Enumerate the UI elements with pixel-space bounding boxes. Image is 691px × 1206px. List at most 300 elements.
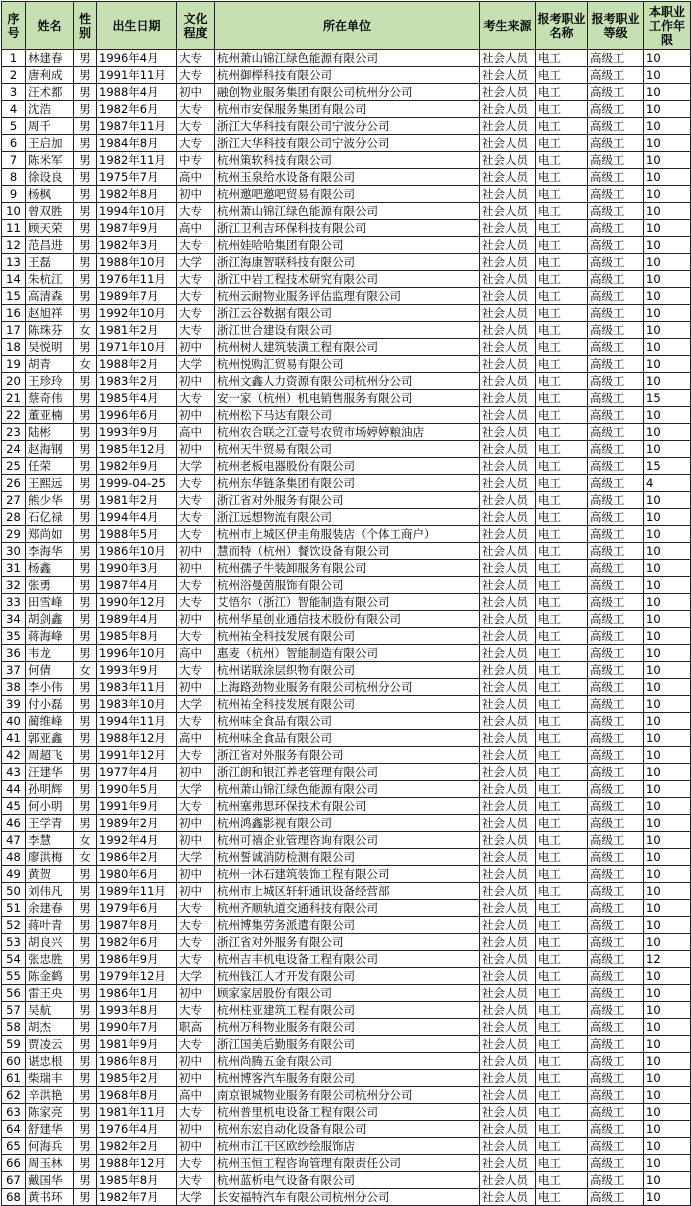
cell-level: 高级工 <box>588 611 644 628</box>
cell-birthdate: 1989年11月 <box>97 883 177 900</box>
table-row <box>2 237 691 254</box>
cell-education: 大专 <box>177 1036 215 1053</box>
cell-occupation: 电工 <box>536 475 588 492</box>
cell-level: 高级工 <box>588 492 644 509</box>
cell-years: 10 <box>644 1087 691 1104</box>
cell-level: 高级工 <box>588 220 644 237</box>
table-row <box>2 1070 691 1087</box>
cell-years: 10 <box>644 1138 691 1155</box>
cell-birthdate: 1992年4月 <box>97 832 177 849</box>
cell-birthdate: 1990年5月 <box>97 781 177 798</box>
cell-index: 54 <box>2 951 26 968</box>
cell-occupation: 电工 <box>536 509 588 526</box>
cell-education: 大专 <box>177 509 215 526</box>
cell-years: 10 <box>644 373 691 390</box>
cell-gender: 男 <box>74 50 97 67</box>
header-gender: 性别 <box>74 2 97 50</box>
cell-occupation: 电工 <box>536 356 588 373</box>
cell-index: 22 <box>2 407 26 424</box>
cell-employer: 杭州齐顺轨道交通科技有限公司 <box>215 900 480 917</box>
cell-name: 胡杰 <box>26 1019 74 1036</box>
cell-occupation: 电工 <box>536 526 588 543</box>
cell-years: 10 <box>644 747 691 764</box>
cell-level: 高级工 <box>588 339 644 356</box>
cell-birthdate: 1989年2月 <box>97 815 177 832</box>
cell-education: 大专 <box>177 662 215 679</box>
cell-years: 10 <box>644 526 691 543</box>
cell-education: 初中 <box>177 543 215 560</box>
cell-employer: 杭州诺联涂层织物有限公司 <box>215 662 480 679</box>
cell-level: 高级工 <box>588 645 644 662</box>
header-employer: 所在单位 <box>215 2 480 50</box>
cell-index: 30 <box>2 543 26 560</box>
cell-years: 10 <box>644 730 691 747</box>
table-header <box>2 2 691 50</box>
cell-birthdate: 1985年2月 <box>97 1070 177 1087</box>
cell-index: 26 <box>2 475 26 492</box>
cell-occupation: 电工 <box>536 152 588 169</box>
cell-level: 高级工 <box>588 1002 644 1019</box>
cell-years: 10 <box>644 152 691 169</box>
cell-gender: 男 <box>74 951 97 968</box>
cell-years: 10 <box>644 764 691 781</box>
cell-index: 38 <box>2 679 26 696</box>
cell-years: 10 <box>644 101 691 118</box>
cell-occupation: 电工 <box>536 84 588 101</box>
cell-years: 10 <box>644 237 691 254</box>
cell-name: 孙明辉 <box>26 781 74 798</box>
cell-gender: 男 <box>74 883 97 900</box>
cell-years: 10 <box>644 1155 691 1172</box>
cell-years: 10 <box>644 781 691 798</box>
cell-birthdate: 1991年12月 <box>97 747 177 764</box>
header-name: 姓名 <box>26 2 74 50</box>
cell-education: 大专 <box>177 118 215 135</box>
cell-index: 65 <box>2 1138 26 1155</box>
table-row <box>2 985 691 1002</box>
cell-index: 31 <box>2 560 26 577</box>
cell-employer: 杭州祐全科技发展有限公司 <box>215 628 480 645</box>
cell-education: 初中 <box>177 1138 215 1155</box>
cell-employer: 惠麦（杭州）智能制造有限公司 <box>215 645 480 662</box>
cell-gender: 男 <box>74 815 97 832</box>
cell-gender: 男 <box>74 679 97 696</box>
cell-years: 10 <box>644 815 691 832</box>
cell-level: 高级工 <box>588 849 644 866</box>
cell-birthdate: 1996年6月 <box>97 407 177 424</box>
table-row <box>2 611 691 628</box>
cell-years: 10 <box>644 169 691 186</box>
cell-source: 社会人员 <box>480 492 536 509</box>
cell-name: 吴悦明 <box>26 339 74 356</box>
table-row <box>2 101 691 118</box>
cell-occupation: 电工 <box>536 101 588 118</box>
cell-source: 社会人员 <box>480 152 536 169</box>
cell-years: 10 <box>644 50 691 67</box>
cell-gender: 男 <box>74 220 97 237</box>
cell-years: 10 <box>644 934 691 951</box>
cell-years: 10 <box>644 900 691 917</box>
cell-employer: 杭州博客汽车服务有限公司 <box>215 1070 480 1087</box>
cell-occupation: 电工 <box>536 424 588 441</box>
table-row <box>2 220 691 237</box>
cell-level: 高级工 <box>588 67 644 84</box>
cell-level: 高级工 <box>588 628 644 645</box>
cell-education: 高中 <box>177 645 215 662</box>
cell-employer: 杭州华星创业通信技术股份有限公司 <box>215 611 480 628</box>
cell-name: 任荣 <box>26 458 74 475</box>
cell-index: 5 <box>2 118 26 135</box>
cell-employer: 融创物业服务集团有限公司杭州分公司 <box>215 84 480 101</box>
cell-education: 大专 <box>177 390 215 407</box>
cell-education: 大学 <box>177 968 215 985</box>
cell-occupation: 电工 <box>536 645 588 662</box>
cell-years: 10 <box>644 798 691 815</box>
cell-occupation: 电工 <box>536 713 588 730</box>
cell-employer: 浙江远想物流有限公司 <box>215 509 480 526</box>
table-row <box>2 747 691 764</box>
cell-education: 初中 <box>177 832 215 849</box>
cell-birthdate: 1988年2月 <box>97 356 177 373</box>
cell-level: 高级工 <box>588 373 644 390</box>
cell-birthdate: 1987年9月 <box>97 220 177 237</box>
cell-index: 3 <box>2 84 26 101</box>
cell-education: 大学 <box>177 781 215 798</box>
table-row <box>2 1138 691 1155</box>
table-row <box>2 1172 691 1189</box>
cell-source: 社会人员 <box>480 1155 536 1172</box>
cell-gender: 男 <box>74 203 97 220</box>
cell-years: 10 <box>644 322 691 339</box>
cell-years: 10 <box>644 543 691 560</box>
cell-index: 44 <box>2 781 26 798</box>
cell-name: 胡良兴 <box>26 934 74 951</box>
cell-name: 韦龙 <box>26 645 74 662</box>
cell-level: 高级工 <box>588 951 644 968</box>
cell-years: 10 <box>644 883 691 900</box>
cell-occupation: 电工 <box>536 900 588 917</box>
cell-employer: 杭州浴曼茵服饰有限公司 <box>215 577 480 594</box>
cell-name: 郑尚如 <box>26 526 74 543</box>
cell-source: 社会人员 <box>480 356 536 373</box>
cell-gender: 男 <box>74 628 97 645</box>
cell-level: 高级工 <box>588 747 644 764</box>
cell-birthdate: 1982年8月 <box>97 186 177 203</box>
cell-education: 大学 <box>177 696 215 713</box>
cell-name: 范昌进 <box>26 237 74 254</box>
cell-years: 10 <box>644 1002 691 1019</box>
cell-level: 高级工 <box>588 815 644 832</box>
cell-index: 8 <box>2 169 26 186</box>
cell-name: 张勇 <box>26 577 74 594</box>
cell-education: 大专 <box>177 492 215 509</box>
cell-level: 高级工 <box>588 934 644 951</box>
cell-name: 田雪峰 <box>26 594 74 611</box>
cell-level: 高级工 <box>588 798 644 815</box>
cell-gender: 男 <box>74 186 97 203</box>
cell-occupation: 电工 <box>536 390 588 407</box>
cell-index: 42 <box>2 747 26 764</box>
cell-years: 10 <box>644 696 691 713</box>
cell-birthdate: 1984年8月 <box>97 135 177 152</box>
cell-employer: 浙江朗和银江养老管理有限公司 <box>215 764 480 781</box>
cell-birthdate: 1977年4月 <box>97 764 177 781</box>
cell-source: 社会人员 <box>480 1053 536 1070</box>
cell-name: 谌忠根 <box>26 1053 74 1070</box>
cell-occupation: 电工 <box>536 322 588 339</box>
cell-source: 社会人员 <box>480 849 536 866</box>
cell-birthdate: 1981年9月 <box>97 1036 177 1053</box>
cell-birthdate: 1994年10月 <box>97 203 177 220</box>
cell-level: 高级工 <box>588 1189 644 1206</box>
cell-employer: 杭州老板电器股份有限公司 <box>215 458 480 475</box>
cell-gender: 男 <box>74 917 97 934</box>
table-row <box>2 424 691 441</box>
cell-level: 高级工 <box>588 186 644 203</box>
cell-source: 社会人员 <box>480 560 536 577</box>
cell-employer: 杭州孺子牛装卸服务有限公司 <box>215 560 480 577</box>
cell-index: 25 <box>2 458 26 475</box>
table-row <box>2 118 691 135</box>
cell-index: 41 <box>2 730 26 747</box>
cell-years: 10 <box>644 339 691 356</box>
cell-education: 大专 <box>177 594 215 611</box>
table-row <box>2 730 691 747</box>
cell-years: 10 <box>644 866 691 883</box>
table-row <box>2 968 691 985</box>
cell-years: 10 <box>644 305 691 322</box>
cell-education: 初中 <box>177 186 215 203</box>
cell-name: 胡青 <box>26 356 74 373</box>
cell-gender: 女 <box>74 849 97 866</box>
cell-source: 社会人员 <box>480 84 536 101</box>
cell-employer: 杭州御榉科技有限公司 <box>215 67 480 84</box>
cell-index: 63 <box>2 1104 26 1121</box>
cell-employer: 南京银城物业服务有限公司杭州分公司 <box>215 1087 480 1104</box>
cell-occupation: 电工 <box>536 407 588 424</box>
cell-gender: 男 <box>74 339 97 356</box>
cell-education: 大专 <box>177 747 215 764</box>
cell-name: 石亿禄 <box>26 509 74 526</box>
table-row <box>2 526 691 543</box>
cell-employer: 浙江云谷数据有限公司 <box>215 305 480 322</box>
cell-source: 社会人员 <box>480 339 536 356</box>
cell-occupation: 电工 <box>536 1189 588 1206</box>
cell-level: 高级工 <box>588 254 644 271</box>
cell-source: 社会人员 <box>480 458 536 475</box>
table-row <box>2 628 691 645</box>
cell-birthdate: 1986年2月 <box>97 849 177 866</box>
cell-years: 10 <box>644 594 691 611</box>
cell-index: 28 <box>2 509 26 526</box>
cell-employer: 浙江世合建设有限公司 <box>215 322 480 339</box>
table-row <box>2 696 691 713</box>
cell-gender: 男 <box>74 781 97 798</box>
cell-level: 高级工 <box>588 543 644 560</box>
cell-education: 大专 <box>177 203 215 220</box>
cell-index: 34 <box>2 611 26 628</box>
cell-gender: 男 <box>74 764 97 781</box>
cell-index: 61 <box>2 1070 26 1087</box>
header-years: 本职业工作年限 <box>644 2 691 50</box>
cell-name: 汪建华 <box>26 764 74 781</box>
cell-employer: 杭州尚腾五金有限公司 <box>215 1053 480 1070</box>
cell-source: 社会人员 <box>480 1172 536 1189</box>
cell-occupation: 电工 <box>536 662 588 679</box>
cell-name: 赵旭祥 <box>26 305 74 322</box>
cell-employer: 杭州吉丰机电设备工程有限公司 <box>215 951 480 968</box>
cell-birthdate: 1990年7月 <box>97 1019 177 1036</box>
cell-years: 10 <box>644 628 691 645</box>
cell-birthdate: 1987年11月 <box>97 118 177 135</box>
cell-occupation: 电工 <box>536 832 588 849</box>
cell-employer: 杭州悦购汇贸易有限公司 <box>215 356 480 373</box>
cell-level: 高级工 <box>588 1104 644 1121</box>
cell-gender: 男 <box>74 611 97 628</box>
table-row <box>2 492 691 509</box>
cell-index: 32 <box>2 577 26 594</box>
table-row <box>2 951 691 968</box>
cell-birthdate: 1983年2月 <box>97 373 177 390</box>
cell-employer: 杭州萧山锦江绿色能源有限公司 <box>215 781 480 798</box>
cell-birthdate: 1986年9月 <box>97 951 177 968</box>
cell-gender: 男 <box>74 543 97 560</box>
cell-education: 大专 <box>177 322 215 339</box>
cell-birthdate: 1976年11月 <box>97 271 177 288</box>
cell-source: 社会人员 <box>480 730 536 747</box>
cell-education: 初中 <box>177 985 215 1002</box>
cell-education: 大专 <box>177 475 215 492</box>
cell-index: 12 <box>2 237 26 254</box>
cell-years: 10 <box>644 577 691 594</box>
cell-birthdate: 1971年10月 <box>97 339 177 356</box>
cell-occupation: 电工 <box>536 237 588 254</box>
cell-source: 社会人员 <box>480 696 536 713</box>
cell-employer: 杭州一沐石建筑装饰工程有限公司 <box>215 866 480 883</box>
cell-education: 大专 <box>177 798 215 815</box>
table-row <box>2 560 691 577</box>
cell-employer: 艾悟尔（浙江）智能制造有限公司 <box>215 594 480 611</box>
cell-employer: 上海路劲物业服务有限公司杭州分公司 <box>215 679 480 696</box>
cell-source: 社会人员 <box>480 220 536 237</box>
cell-occupation: 电工 <box>536 1155 588 1172</box>
cell-name: 高清森 <box>26 288 74 305</box>
cell-level: 高级工 <box>588 832 644 849</box>
cell-occupation: 电工 <box>536 985 588 1002</box>
cell-years: 10 <box>644 849 691 866</box>
cell-occupation: 电工 <box>536 1172 588 1189</box>
cell-name: 李慧 <box>26 832 74 849</box>
cell-name: 杨鑫 <box>26 560 74 577</box>
table-row <box>2 1189 691 1206</box>
cell-birthdate: 1993年8月 <box>97 1002 177 1019</box>
cell-level: 高级工 <box>588 1019 644 1036</box>
cell-name: 刘伟凡 <box>26 883 74 900</box>
cell-employer: 杭州祐全科技发展有限公司 <box>215 696 480 713</box>
cell-birthdate: 1983年11月 <box>97 679 177 696</box>
cell-index: 23 <box>2 424 26 441</box>
cell-birthdate: 1982年11月 <box>97 152 177 169</box>
cell-employer: 杭州东宏自动化设备有限公司 <box>215 1121 480 1138</box>
cell-education: 大专 <box>177 271 215 288</box>
cell-source: 社会人员 <box>480 475 536 492</box>
cell-occupation: 电工 <box>536 220 588 237</box>
cell-gender: 男 <box>74 560 97 577</box>
cell-name: 吴航 <box>26 1002 74 1019</box>
cell-years: 10 <box>644 832 691 849</box>
cell-source: 社会人员 <box>480 747 536 764</box>
cell-gender: 男 <box>74 645 97 662</box>
cell-years: 10 <box>644 611 691 628</box>
cell-years: 10 <box>644 407 691 424</box>
cell-employer: 杭州鸿鑫影视有限公司 <box>215 815 480 832</box>
cell-years: 10 <box>644 985 691 1002</box>
table-row <box>2 1002 691 1019</box>
cell-gender: 男 <box>74 1121 97 1138</box>
cell-years: 10 <box>644 203 691 220</box>
cell-index: 58 <box>2 1019 26 1036</box>
cell-index: 59 <box>2 1036 26 1053</box>
cell-education: 大专 <box>177 1155 215 1172</box>
cell-gender: 男 <box>74 1172 97 1189</box>
cell-name: 雷王央 <box>26 985 74 1002</box>
cell-birthdate: 1996年10月 <box>97 645 177 662</box>
table-row <box>2 407 691 424</box>
cell-education: 大专 <box>177 135 215 152</box>
cell-employer: 杭州东华链条集团有限公司 <box>215 475 480 492</box>
cell-source: 社会人员 <box>480 67 536 84</box>
table-row <box>2 50 691 67</box>
cell-name: 胡剑鑫 <box>26 611 74 628</box>
cell-years: 10 <box>644 1019 691 1036</box>
cell-occupation: 电工 <box>536 1121 588 1138</box>
cell-level: 高级工 <box>588 441 644 458</box>
cell-birthdate: 1975年7月 <box>97 169 177 186</box>
table-row <box>2 934 691 951</box>
cell-occupation: 电工 <box>536 628 588 645</box>
cell-source: 社会人员 <box>480 611 536 628</box>
cell-level: 高级工 <box>588 917 644 934</box>
table-row <box>2 883 691 900</box>
cell-employer: 顾家家居股份有限公司 <box>215 985 480 1002</box>
cell-source: 社会人员 <box>480 526 536 543</box>
cell-occupation: 电工 <box>536 1138 588 1155</box>
cell-employer: 杭州博集劳务派遣有限公司 <box>215 917 480 934</box>
cell-birthdate: 1991年11月 <box>97 67 177 84</box>
cell-source: 社会人员 <box>480 424 536 441</box>
cell-level: 高级工 <box>588 730 644 747</box>
cell-index: 45 <box>2 798 26 815</box>
cell-source: 社会人员 <box>480 951 536 968</box>
cell-birthdate: 1982年2月 <box>97 1138 177 1155</box>
cell-gender: 男 <box>74 1087 97 1104</box>
cell-level: 高级工 <box>588 84 644 101</box>
cell-occupation: 电工 <box>536 696 588 713</box>
cell-years: 10 <box>644 560 691 577</box>
cell-employer: 杭州策软科技有限公司 <box>215 152 480 169</box>
cell-occupation: 电工 <box>536 254 588 271</box>
cell-source: 社会人员 <box>480 866 536 883</box>
cell-education: 大专 <box>177 526 215 543</box>
cell-birthdate: 1981年2月 <box>97 492 177 509</box>
cell-employer: 浙江中岩工程技术研究有限公司 <box>215 271 480 288</box>
cell-index: 2 <box>2 67 26 84</box>
cell-source: 社会人员 <box>480 679 536 696</box>
cell-employer: 杭州邀吧邀吧贸易有限公司 <box>215 186 480 203</box>
cell-source: 社会人员 <box>480 594 536 611</box>
cell-birthdate: 1981年2月 <box>97 322 177 339</box>
cell-occupation: 电工 <box>536 849 588 866</box>
